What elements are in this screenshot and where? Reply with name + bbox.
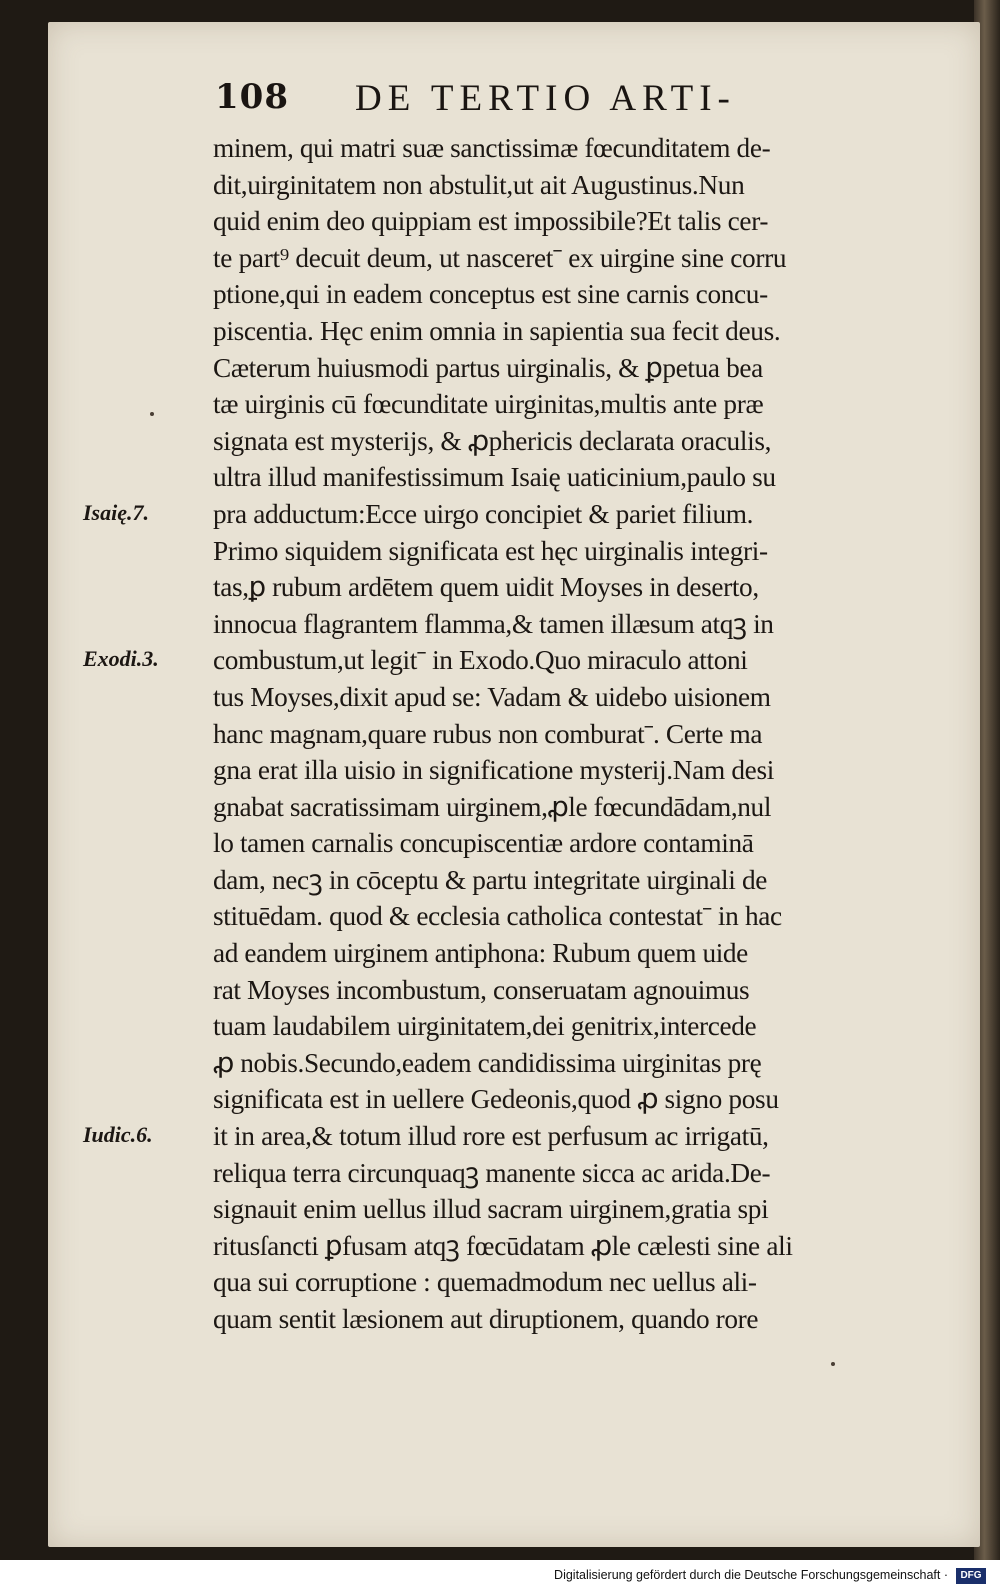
text-line: signata est mysterijs, & ꝓphericis declarata oraculis, (213, 425, 772, 456)
text-line: gna erat illa uisio in significatione mysterij.Nam desi (213, 755, 775, 786)
text-line: ultra illud manifestissimum Isaię uaticinium,paulo su (213, 462, 776, 493)
text-line: rat Moyses incombustum, conseruatam agnouimus (213, 974, 750, 1005)
footer-credit: Digitalisierung gefördert durch die Deutsche Forschungsgemeinschaft · (554, 1568, 948, 1582)
text-line: ad eandem uirginem antiphona: Rubum quem uide (213, 938, 748, 969)
margin-note: Iudic.6. (83, 1122, 153, 1148)
text-line: ptione,qui in eadem conceptus est sine carnis concu- (213, 279, 768, 310)
text-line: minem, qui matri suæ sanctissimæ fœcunditatem de- (213, 133, 771, 163)
text-line: it in area,& totum illud rore est perfusum ac irrigatū, (213, 1121, 769, 1152)
text-line: pra adductum:Ecce uirgo concipiet & pariet filium. (213, 498, 754, 529)
text-line: tæ uirginis cū fœcunditate uirginitas,multis ante præ (213, 389, 764, 420)
text-line: stituēdam. quod & ecclesia catholica contestatˉ in hac (213, 901, 782, 932)
text-line: gnabat sacratissimam uirginem,ꝓle fœcundādam,nul (213, 791, 772, 822)
text-line: innocua flagrantem flamma,& tamen illæsum atqꝫ in (213, 608, 774, 639)
ink-speck (831, 1362, 835, 1366)
text-line: tus Moyses,dixit apud se: Vadam & uidebo uisionem (213, 681, 771, 712)
page-header (215, 75, 815, 125)
text-line: piscentia. Hęc enim omnia in sapientia sua fecit deus. (213, 315, 781, 346)
dfg-logo: DFG (956, 1568, 986, 1584)
text-line: dit,uirginitatem non abstulit,ut ait Augustinus.Nun (213, 169, 745, 200)
text-line: ritusſancti ꝑfusam atqꝫ fœcūdatam ꝓle cælesti sine ali (213, 1230, 793, 1261)
text-line: combustum,ut legitˉ in Exodo.Quo miraculo attoni (213, 645, 748, 676)
digitization-footer (0, 1560, 1000, 1593)
margin-note: Exodi.3. (83, 646, 159, 672)
text-line: reliqua terra circunquaqꝫ manente sicca ac arida.De- (213, 1157, 771, 1188)
text-line: significata est in uellere Gedeonis,quod ꝓ signo posu (213, 1084, 779, 1115)
text-line: lo tamen carnalis concupiscentiæ ardore contaminā (213, 828, 754, 859)
text-line: quam sentit læsionem aut diruptionem, quando rore (213, 1304, 759, 1334)
text-line: signauit enim uellus illud sacram uirginem,gratia spi (213, 1194, 769, 1225)
text-line: tas,ꝑ rubum ardētem quem uidit Moyses in deserto, (213, 572, 759, 603)
running-title: DE TERTIO ARTI- (355, 78, 736, 119)
text-line: te part⁹ decuit deum, ut nasceretˉ ex uirgine sine corru (213, 242, 787, 273)
text-line: dam, necꝫ in cōceptu & partu integritate uirginali de (213, 864, 768, 895)
text-line: tuam laudabilem uirginitatem,dei genitrix,intercede (213, 1011, 757, 1042)
page-number: 108 (215, 77, 289, 117)
body-text (213, 130, 933, 1338)
margin-note: Isaię.7. (83, 500, 149, 525)
text-line: Cæterum huiusmodi partus uirginalis, & ꝑpetua bea (213, 352, 763, 383)
text-line: Primo siquidem significata est hęc uirginalis integri- (213, 535, 768, 566)
text-line: qua sui corruptione : quemadmodum nec uellus ali- (213, 1267, 757, 1298)
text-line: quid enim deo quippiam est impossibile?Et talis cer- (213, 206, 769, 237)
text-line: ꝓ nobis.Secundo,eadem candidissima uirginitas prę (213, 1047, 762, 1078)
ink-speck (150, 412, 154, 416)
text-line: hanc magnam,quare rubus non comburatˉ. Certe ma (213, 718, 763, 749)
